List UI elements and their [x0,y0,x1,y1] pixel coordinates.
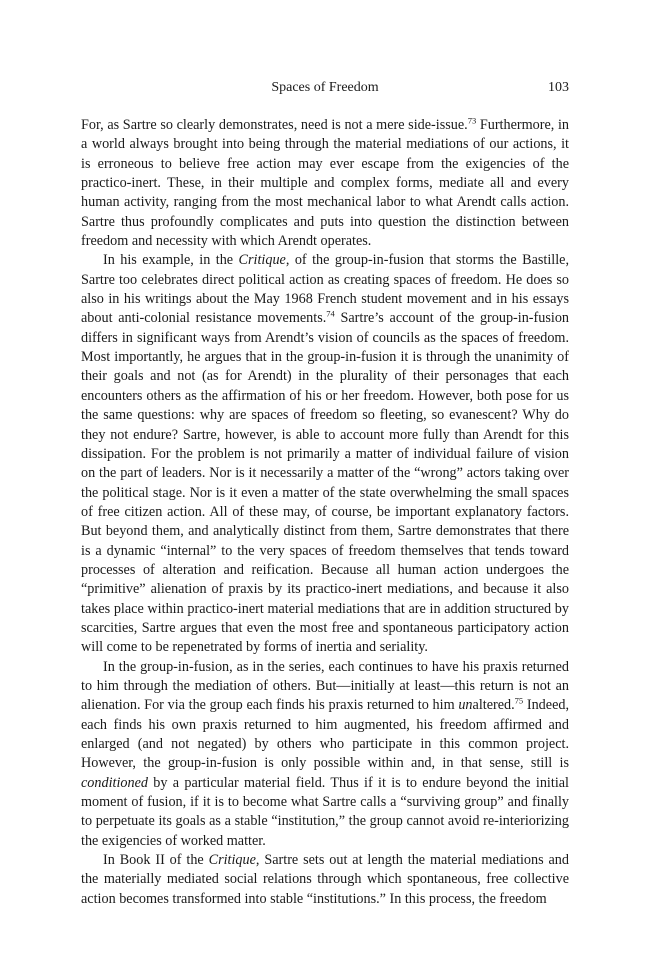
paragraph: In Book II of the Critique, Sartre sets out at length the material mediations and the materially mediated social relations through which spontaneous, free collective action becomes transformed into stable “institutions.” In this process, the freedom [81,852,569,907]
page-number: 103 [548,80,569,95]
running-head [81,80,569,102]
book-page [81,80,569,909]
body-text [81,116,569,909]
paragraph: In the group-in-fusion, as in the series, each continues to have his praxis returned to him through the mediation of others. But—initially at least—this return is not an alienation. For via the group each finds his praxis returned to him unaltered.$^{75}$ Indeed, each finds his own praxis returned to him augmented, his freedom affirmed and enlarged (and not negated) by others who participate in this common project. However, the group-in-fusion is only possible within and, in that sense, still is conditioned by a particular material field. Thus if it is to endure beyond the initial moment of fusion, if it is to become what Sartre calls a “surviving group” and finally to perpetuate its goals as a stable “institution,” the group cannot avoid re-interiorizing the exigencies of worked matter. [81,658,570,849]
running-title: Spaces of Freedom [271,80,379,95]
paragraph: In his example, in the Critique, of the group-in-fusion that storms the Bastille, Sartre too celebrates direct political action as creating spaces of freedom. He does so also in his writings about the May 1968 French student movement and in his essays about anti-colonial resistance movements.$^{74}$ Sartre’s account of the group-in-fusion differs in significant ways from Arendt’s vision of councils as the spaces of freedom. Most importantly, he argues that in the group-in-fusion it is through the unanimity of their goals and not (as for Arendt) in the plurality of their personages that each encounters others as the affirmation of his or her freedom. However, both pose for us the same questions: why are spaces of freedom so fleeting, so evanescent? Why do they not endure? Sartre, however, is able to account more fully than Arendt for this dissipation. For the problem is not primarily a matter of individual failure of vision on the part of leaders. Nor is it necessarily a matter of the “wrong” actors taking over the political stage. Nor is it even a matter of the state overwhelming the small spaces of free citizen action. All of these may, of course, be important explanatory factors. But beyond them, and analytically distinct from them, Sartre demonstrates that there is a dynamic “internal” to the very spaces of freedom themselves that tends toward processes of alteration and reification. Because all human action undergoes the “primitive” alienation of praxis by its practico-inert mediations, and because it also takes place within practico-inert material mediations that are in addition structured by scarcities, Sartre argues that even the most free and spontaneous participatory action will come to be repenetrated by forms of inertia and seriality. [81,252,570,656]
footnote-ref[interactable]: 75 [514,695,524,706]
footnote-ref[interactable]: 74 [326,308,335,319]
paragraph: For, as Sartre so clearly demonstrates, need is not a mere side-issue.$^{73}$ Furthermore, in a world always brought into being through the material mediations of our actions, it is erroneous to believe free action may ever escape from the exigencies of the practico-inert. These, in their multiple and complex forms, mediate all and every human activity, ranging from the most mechanical labor to what Arendt calls action. Sartre thus profoundly complicates and puts into question the distinction between freedom and necessity with which Arendt operates. [81,115,569,250]
footnote-ref[interactable]: 73 [467,115,477,126]
